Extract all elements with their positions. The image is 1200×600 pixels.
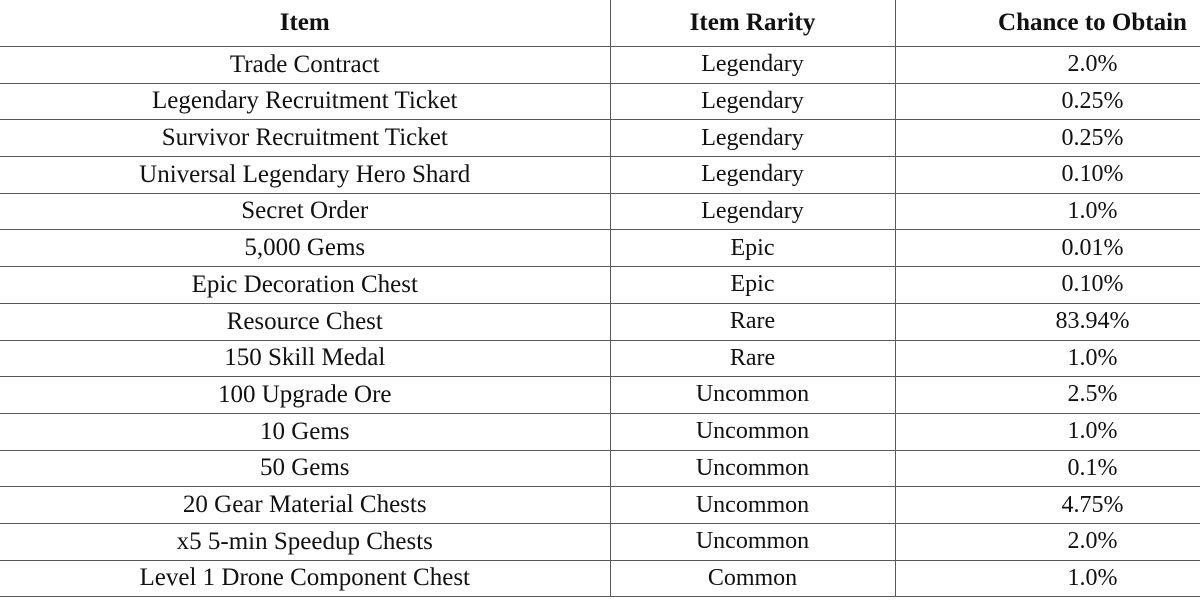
cell-chance: 2.0% bbox=[895, 523, 1200, 560]
column-header-item-rarity: Item Rarity bbox=[610, 0, 895, 47]
cell-item: Universal Legendary Hero Shard bbox=[0, 157, 610, 194]
cell-rarity: Legendary bbox=[610, 83, 895, 120]
table-row bbox=[0, 83, 1200, 120]
table-row bbox=[0, 193, 1200, 230]
cell-item: 20 Gear Material Chests bbox=[0, 487, 610, 524]
cell-item: Secret Order bbox=[0, 193, 610, 230]
cell-rarity: Epic bbox=[610, 230, 895, 267]
cell-item: Level 1 Drone Component Chest bbox=[0, 560, 610, 597]
table-row bbox=[0, 120, 1200, 157]
cell-chance: 2.0% bbox=[895, 47, 1200, 84]
cell-item: Trade Contract bbox=[0, 47, 610, 84]
cell-rarity: Uncommon bbox=[610, 523, 895, 560]
cell-chance: 1.0% bbox=[895, 560, 1200, 597]
column-header-item: Item bbox=[0, 0, 610, 47]
cell-rarity: Legendary bbox=[610, 120, 895, 157]
table-row bbox=[0, 230, 1200, 267]
table-row bbox=[0, 450, 1200, 487]
cell-chance: 2.5% bbox=[895, 377, 1200, 414]
cell-item: Epic Decoration Chest bbox=[0, 267, 610, 304]
table-row bbox=[0, 413, 1200, 450]
cell-chance: 1.0% bbox=[895, 193, 1200, 230]
table-row bbox=[0, 523, 1200, 560]
cell-chance: 4.75% bbox=[895, 487, 1200, 524]
cell-chance: 0.25% bbox=[895, 120, 1200, 157]
cell-rarity: Legendary bbox=[610, 193, 895, 230]
cell-chance: 0.25% bbox=[895, 83, 1200, 120]
cell-rarity: Uncommon bbox=[610, 450, 895, 487]
cell-chance: 1.0% bbox=[895, 340, 1200, 377]
cell-rarity: Common bbox=[610, 560, 895, 597]
cell-item: 150 Skill Medal bbox=[0, 340, 610, 377]
cell-item: 5,000 Gems bbox=[0, 230, 610, 267]
cell-rarity: Epic bbox=[610, 267, 895, 304]
cell-chance: 0.01% bbox=[895, 230, 1200, 267]
cell-chance: 1.0% bbox=[895, 413, 1200, 450]
cell-chance: 0.10% bbox=[895, 267, 1200, 304]
table-row bbox=[0, 340, 1200, 377]
cell-chance: 0.1% bbox=[895, 450, 1200, 487]
table-row bbox=[0, 303, 1200, 340]
table-header-row bbox=[0, 0, 1200, 47]
cell-rarity: Rare bbox=[610, 340, 895, 377]
cell-rarity: Uncommon bbox=[610, 413, 895, 450]
cell-item: 100 Upgrade Ore bbox=[0, 377, 610, 414]
cell-item: x5 5-min Speedup Chests bbox=[0, 523, 610, 560]
cell-item: Survivor Recruitment Ticket bbox=[0, 120, 610, 157]
table-row bbox=[0, 560, 1200, 597]
table-row bbox=[0, 267, 1200, 304]
column-header-chance-to-obtain: Chance to Obtain bbox=[895, 0, 1200, 47]
cell-chance: 83.94% bbox=[895, 303, 1200, 340]
table-row bbox=[0, 157, 1200, 194]
table-row bbox=[0, 487, 1200, 524]
cell-rarity: Uncommon bbox=[610, 487, 895, 524]
cell-rarity: Legendary bbox=[610, 157, 895, 194]
cell-item: 10 Gems bbox=[0, 413, 610, 450]
table-row bbox=[0, 377, 1200, 414]
cell-chance: 0.10% bbox=[895, 157, 1200, 194]
cell-rarity: Rare bbox=[610, 303, 895, 340]
cell-item: 50 Gems bbox=[0, 450, 610, 487]
cell-item: Legendary Recruitment Ticket bbox=[0, 83, 610, 120]
table-row bbox=[0, 47, 1200, 84]
cell-rarity: Uncommon bbox=[610, 377, 895, 414]
cell-rarity: Legendary bbox=[610, 47, 895, 84]
table-body bbox=[0, 47, 1200, 597]
cell-item: Resource Chest bbox=[0, 303, 610, 340]
